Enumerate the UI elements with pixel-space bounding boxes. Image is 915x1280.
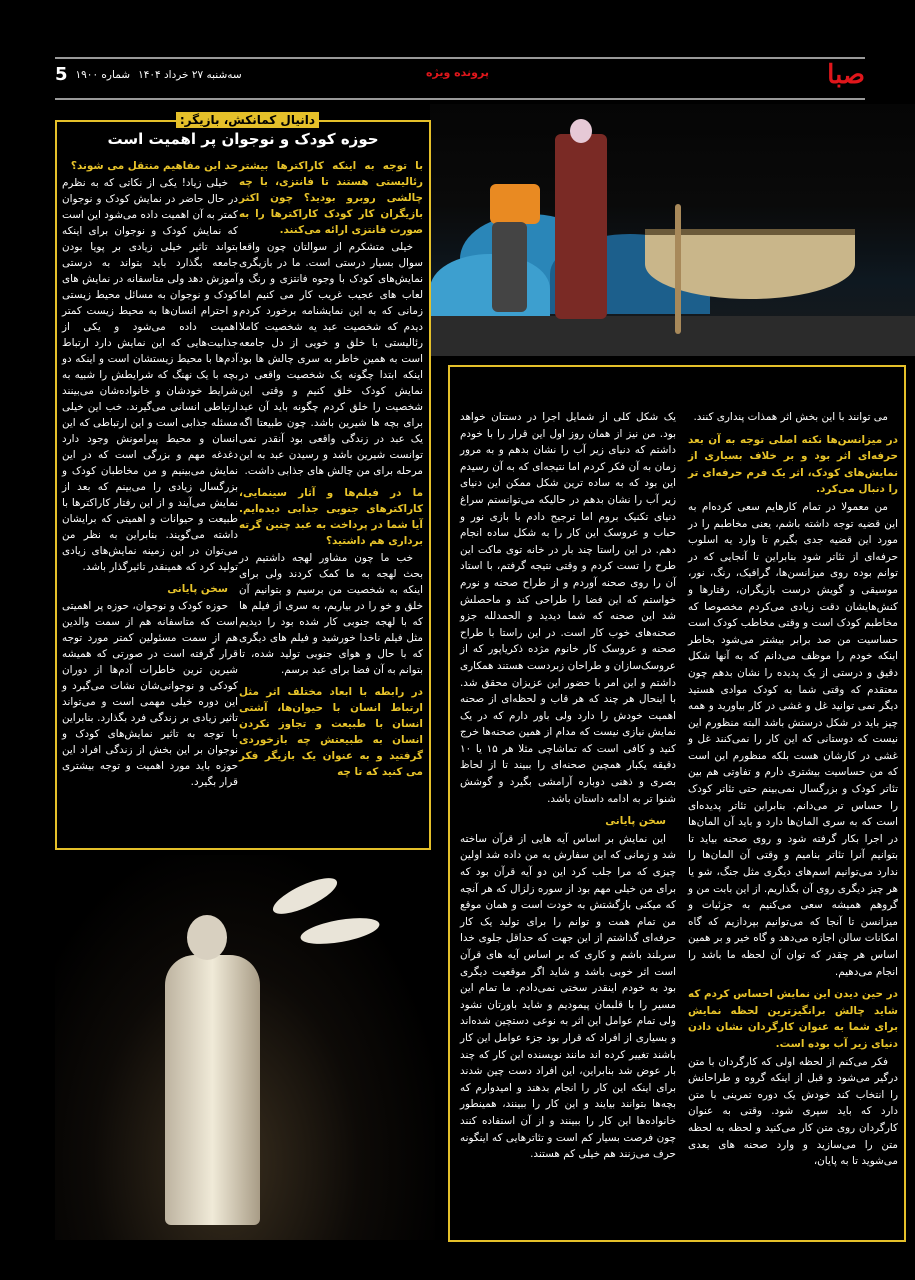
header-rule-top xyxy=(55,57,865,59)
question: ما در فیلم‌ها و آثار سینمایی، کاراکترهای جنوبی جذابی دیده‌ایم. آیا شما در پرداخت به عبد چنین گرته برداری هم داشتید؟ xyxy=(239,487,423,547)
question: در میزانسن‌ها نکته اصلی توجه به آن بعد حرفه‌ای اثر بود و بر خلاف بسیاری از نمایش‌های کودک، اثر یک فرم حرفه‌ای تر را دنبال می‌کرد. xyxy=(688,433,898,496)
issue-date: سه‌شنبه ۲۷ خرداد ۱۴۰۴ xyxy=(138,68,242,81)
answer: من معمولا در تمام کارهایم سعی کرده‌ام به این قضیه توجه داشته باشم، یعنی مخاطبم را در مورد این قضیه جدی بگیرم تا وارد یه اسلوب حرفه‌ای از تئاتر شود بنابراین تا آنجایی که در توانم بوده روی میزانسن‌ها، گرافیک، رنگ، نور، موسیقی و گویش درست بازیگران، رفتارها و کنش‌هایشان دقت زیادی می‌کردم مخصوصا که مخاطبم کودک است و وقتی مخاطب کودک است حساسیت من صد برابر بیشتر می‌شود بخاطر اینکه خودم را موظف می‌دانم که به آنها شکل دقیق و درستی از یک پدیده را نشان بدهم چون معتقدم که وقتی شما به کودک موادی هستید دیگر نمی توانید غل و غشی در کار بیاورید و همه چیز باید در شکل درستش باشد البته منظورم این نیست که دوستانی که این کار را نمی‌کنند غل و غشی در کارشان هست بلکه منظورم این است که من حساسیت بیشتری دارم و تفاوتی هم بین تئاتر کودک و بزرگسال نمی‌بینم حتی تئاتر کودک را حساس تر می‌دانم. بنابراین تئاتر پدیده‌ای است که به سری المان‌ها دارد و باید آن المان‌ها در اجرا بکار گرفته شود و روی صحنه بیاید تا بتوانیم آنرا تئاتر بنامیم و وقتی آن المان‌ها را ندارد می‌توانیم اسم‌های دیگری مثل جنگ، شو یا هر چیز دیگری روی آن بگذاریم. از این بابت من و گروهم همیشه سعی می‌کنیم به جزئیات و میزانسن تا آنجا که می‌توانیم بپردازیم که گاه امکانات سالن اجازه می‌دهد و گاه خیر و بر همین اساس هر چقدر که توان آن لحظه ما باشد را انجام می‌دهیم. xyxy=(688,500,898,978)
article-column-1 xyxy=(239,158,423,781)
article-column-1 xyxy=(688,409,898,1171)
answer: می توانند با این بخش اثر همذات پنداری کنند. xyxy=(693,411,888,423)
question: حد این مفاهیم منتقل می شوند؟ xyxy=(70,160,238,172)
answer: خب ما چون مشاور لهجه داشتیم در بحث لهجه به ما کمک کردند ولی برای اینکه به شخصیت من برسیم و بتوانیم آن خلق و خو را در بیاریم، به سری از فیلم ها که با لهجه جنوبی کار شده بود را دیدیم مثل فیلم ناخدا خورشید و فیلم های دیگری که با حال و هوای جنوبی تولید شده، تا بتوانم به آن فضا برای عبد برسم. xyxy=(239,552,423,676)
article-column-2 xyxy=(460,409,676,1164)
answer: یک شکل کلی از شمایل اجرا در دستتان خواهد بود. من نیز از همان روز اول این قرار را با خودم داشتم که دنیای زیر آب را نشان بدهم و به مرور زمان به آن فکر کردم اما نتیجه‌ای که به آن رسیدم این بود که به ساده ترین شکل ممکن این دنیای زیر آب را نشان بدهم در حالیکه می‌توانستم سراغ دنیای تکنیک بروم اما ترجیح دادم با بازی نور و حباب و عروسک این کار را به شکل ساده انجام دهم. در این راستا چند بار در خانه توی ماکت این طرح را تست کردم و وقتی نتیجه گرفتم، با استاد آن را روی صحنه آوردم و از طراح صحنه و نورم خواستم که این فضا را طراحی کند و ماحصلش شد این صحنه که شما دیدید و الحمدلله جزو صحنه‌های خوب کار است. در این راستا با طراح صحنه و عروسک کار خانوم مژده ذکریاپور که از عروسک‌سازان و طراحان زبردست هستند همکاری داشتم و این امر با حضور این عزیزان محقق شد. با اینحال هر چند که هر قاب و لحظه‌ای از صحنه اهمیت خودش را دارد ولی باور دارم که در یک نمایش نیازی نیست که مدام از همین صحنه‌ها خرج کنید و کافی است که تماشاچی مثلا هر ۱۵ یا ۱۰ دقیقه یکبار همچین صحنه‌ای را ببیند تا از لحاظ بصری و ذهنی دوباره آرامشی بگیرد و گوشش شنوا تر به ادامه داستان باشد. xyxy=(460,411,676,805)
question: با توجه به اینکه کاراکترها بیشتر رئالیستی هستند تا فانتزی، با چه چالشی روبرو بودید؟ چون اکثر بازیگران کار کودک کاراکترها را به صورت فانتزی ارائه می‌کنند. xyxy=(239,160,423,236)
answer: فکر می‌کنم از لحظه اولی که کارگردان با متن درگیر می‌شود و قبل از اینکه گروه و طراحانش را انتخاب کند خودش یک دوره تمرینی با متن دارد که باید سپری شود. وقتی به عنوان کارگردان روی متن کار می‌کنید و لحظه به لحظه متن را می‌سازید و وارد صحنه های بعدی می‌شوید تا به پایان، xyxy=(688,1055,898,1168)
question: در رابطه با ابعاد مختلف اثر مثل ارتباط انسان با حیوان‌ها، آشتی انسان با طبیعت و تجاوز نکردن انسان به طبیعتش چه بازخوردی گرفتید و به عنوان یک بازیگر فکر می کنید که تا چه xyxy=(239,686,423,778)
closing-text: این نمایش بر اساس آیه هایی از قرآن ساخته شد و زمانی که این سفارش به من داده شد اولین چیزی که مرا جلب کرد این دو آیه قرآن بود که برای من خیلی مهم بود از سوره زلزال که هر آنچه که میکنی بازگشتش به خودت است و همان موقع من تمام همت و توانم را برای تولید یک کار حرفه‌ای گذاشتم از این جهت که حداقل جلوی خدا سربلند باشم و کاری که بر اساس آیه های قرآن است اثر خوبی باشد و شاید اگر موقعیت دیگری بود به خودم اینقدر سختی نمی‌دادم. ما تمام این مسیر را با قلبمان پیمودیم و شاید باورتان نشود ولی تمام عوامل این اثر به نوعی دستچین شده‌اند و بسیاری از افراد که قرار بود جزء عوامل این کار باشند تغییر کرده اند مانند نویسنده این کار که چند بار عوض شد بنابراین، این افراد دست چین شدند برای اینکه این کار را انجام بدهند و امیدوارم که بچه‌ها بتوانند بیایند و این کار را ببینند، همینطور خانواده‌ها این کار را ببینند و از آن استفاده کنند چون فرصت بسیار کم است و تئاترهایی که اینگونه حرف می‌زنند هم خیلی کم هستند. xyxy=(460,832,676,1161)
answer: خیلی متشکرم از سوالتان چون واقعا سوال بسیار درستی است. ما در بازیگری نمایش‌های کودک با وجوه فانتزی و رنگ و لعاب های عجیب غریب کار می کنیم اما زمانی که به این نمایشنامه برخورد کردم دیدم که شخصیت عبد یه شخصیت کاملا رئالیستی با خلق و خویی از دل جامعه است به همین خاطر به سری چالش ها بود اینکه ابتدا چگونه یک شخصیت واقعی در نمایش کودک خلق کنیم و وقتی این شخصیت را خلق کردم چگونه باید آن عبد برای بچه ها شیرین باشد. چون طبیعتا اگه یک عبد در زندگی واقعی بود آنقدر نمی توانست شیرین باشد و رسیدن عبد به این مرحله برای من چالش های جذابی داشت. xyxy=(239,241,423,477)
issue-number: شماره ۱۹۰۰ xyxy=(75,68,131,81)
interview-box-actor xyxy=(55,113,431,850)
section-label: پرونده ویژه xyxy=(426,66,489,79)
page-number: 5 xyxy=(55,64,68,85)
section-heading: سخن پایانی xyxy=(167,583,228,595)
answer: خیلی زیاد! یکی از نکاتی که به نظرم در حال حاضر در نمایش کودک و نوجوان کمتر به آن اهمیت داده می‌شود این است که نمایش کودک و نوجوان برای اینکه بتواند تاثیر خیلی زیادی بر پویا بودن جامعه بگذارد باید بتواند به درستی آموزش دهد ولی متاسفانه در نمایش های کودک و نوجوان به مسائل محیط زیستی و احترام انسان‌ها به محیط زیست کمتر اهمیت داده می‌شود و یکی از جذابیت‌هایی که این نمایش دارد ارتباط آدم‌ها با محیط زیستشان است و اینکه دو بچه با یک نهنگ که شرایطش را شبیه به شرایط خودشان و خانواده‌شان می‌بینند ارتباطی انسانی می‌گیرند. خب این خیلی مسئله جذابی است و این ارتباطی که این انسان و محیط پیرامونش وجود دارد دغدغه مهم و بزرگی است که در این نمایش می‌بینیم و من مخاطبان کودک و بزرگسال زیادی را می‌بینم که بعد از نمایش می‌آیند و از این رفتار کاراکترها با طبیعت و حیوانات و اهمیتی که برایشان داشته می‌گویند. بنابراین به نظر من می‌توان در این زمینه نمایش‌های زیادی تولید کرد که همینقدر تاثیرگذار باشد. xyxy=(62,177,238,573)
question: در حین دیدن این نمایش احساس کردم که شاید چالش برانگیزترین لحظه نمایش برای شما به عنوان کارگردان نشان دادن دنیای زیر آب بوده است. xyxy=(688,988,898,1050)
article-title: حوزه کودک و نوجوان پر اهمیت است xyxy=(107,130,379,148)
closing-text: حوزه کودک و نوجوان، حوزه پر اهمیتی است که متاسفانه هم از سمت والدین هم از سمت مسئولین کمتر مورد توجه قرار گرفته است در صورتی که همیشه شیرین ترین خاطرات آدم‌ها از دوران کودکی و نوجوانی‌شان نشات می‌گیرد و این دوره خیلی مهمی است و می‌تواند تاثیر زیادی بر زندگی فرد بگذارد. بنابراین با توجه به تاثیر نمایش‌های کودک و نوجوان بر این بخش از زندگی افراد این حوزه باید مورد اهمیت و توجه بیشتری قرار بگیرد. xyxy=(62,600,238,788)
section-heading: سخن پایانی xyxy=(605,815,666,828)
newspaper-logo: صبا xyxy=(827,60,865,90)
dateline xyxy=(55,64,242,85)
article-kicker: دانیال کمانکش، بازیگر: xyxy=(176,112,319,128)
article-column-2 xyxy=(62,158,238,791)
stage-photo-boat xyxy=(430,104,915,356)
header-rule-bottom xyxy=(55,98,865,100)
interview-box-director xyxy=(448,365,906,1242)
stage-photo-birds xyxy=(55,855,435,1240)
